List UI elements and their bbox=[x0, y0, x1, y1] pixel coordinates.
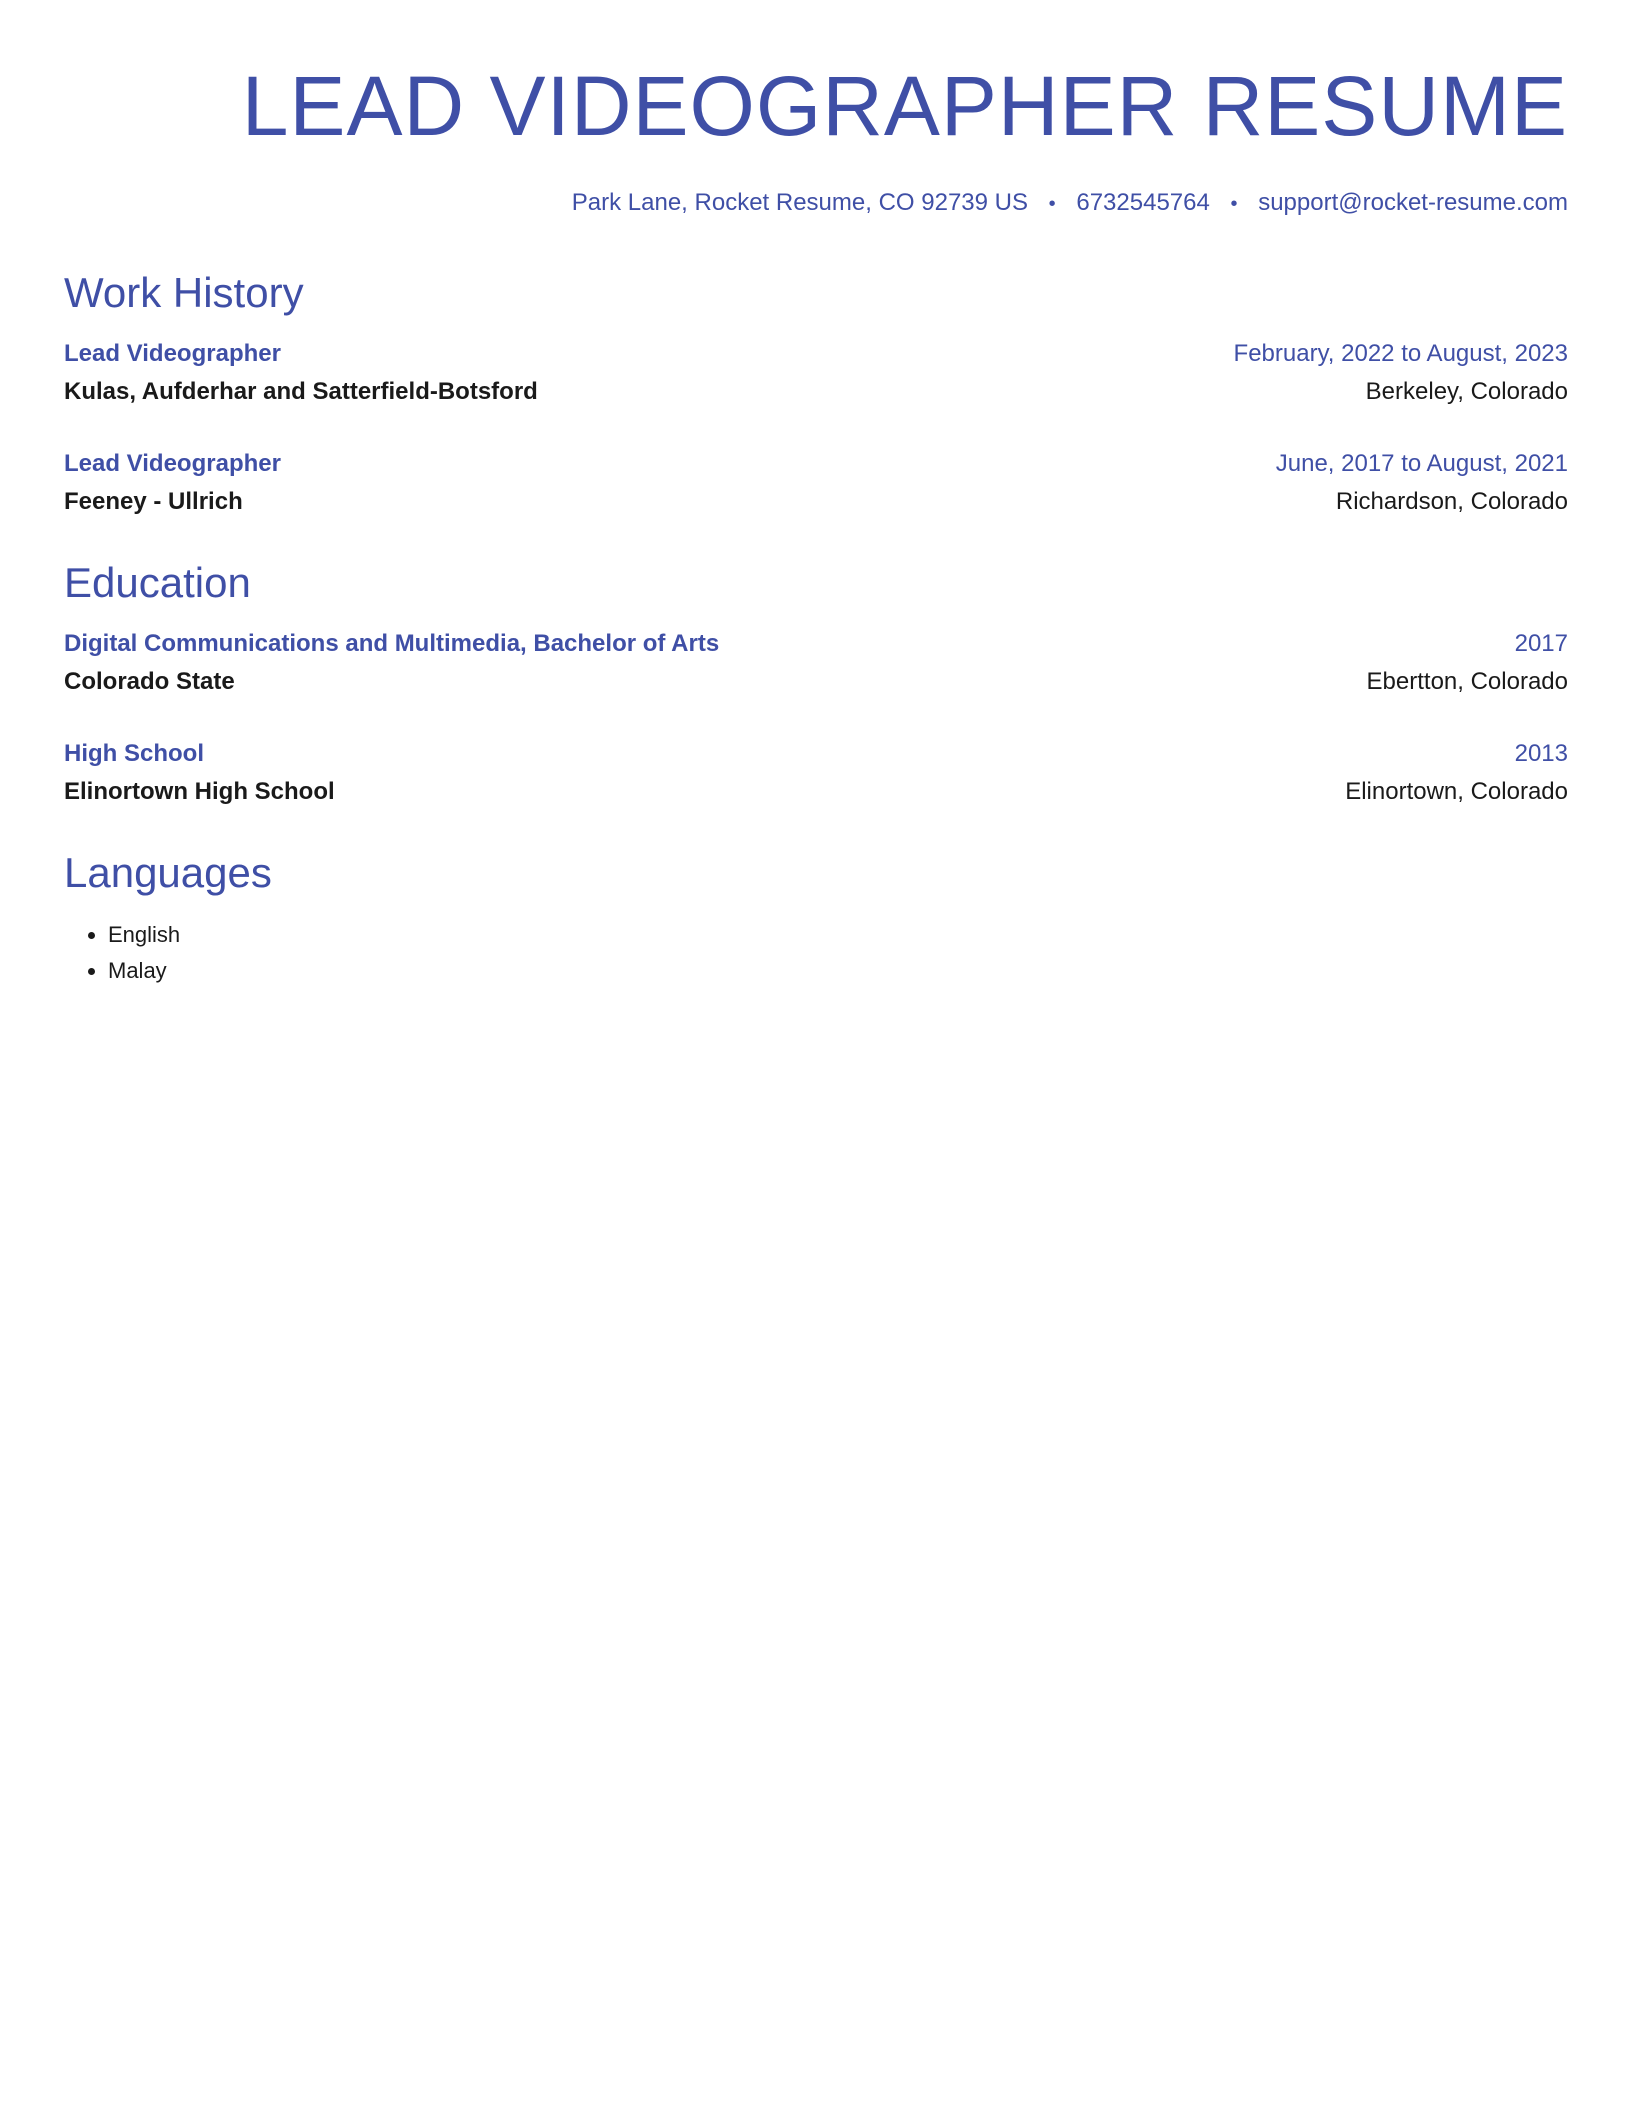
work-entry bbox=[64, 445, 1568, 521]
entry-detail-row bbox=[64, 773, 1568, 811]
entry-detail-row bbox=[64, 483, 1568, 521]
school-location: Ebertton, Colorado bbox=[1366, 668, 1568, 695]
contact-phone: 6732545764 bbox=[1076, 189, 1210, 216]
entry-detail-row bbox=[64, 663, 1568, 701]
degree-title: Digital Communications and Multimedia, Bachelor of Arts bbox=[64, 630, 720, 657]
contact-address: Park Lane, Rocket Resume, CO 92739 US bbox=[571, 189, 1028, 216]
school-location: Elinortown, Colorado bbox=[1345, 778, 1568, 805]
degree-title: High School bbox=[64, 740, 204, 767]
education-entry bbox=[64, 625, 1568, 701]
education-entry bbox=[64, 735, 1568, 811]
languages-list bbox=[64, 917, 1568, 989]
graduation-year: 2017 bbox=[1514, 630, 1568, 657]
job-location: Berkeley, Colorado bbox=[1365, 378, 1568, 405]
job-title: Lead Videographer bbox=[64, 340, 281, 367]
entry-header-row bbox=[64, 625, 1568, 663]
work-entry bbox=[64, 335, 1568, 411]
employer-name: Kulas, Aufderhar and Satterfield-Botsford bbox=[64, 378, 538, 405]
contact-info bbox=[64, 188, 1568, 219]
job-title: Lead Videographer bbox=[64, 450, 281, 477]
contact-separator: • bbox=[1048, 193, 1056, 215]
education-heading: Education bbox=[64, 559, 251, 606]
entry-header-row bbox=[64, 335, 1568, 373]
job-dates: February, 2022 to August, 2023 bbox=[1233, 340, 1568, 367]
contact-email: support@rocket-resume.com bbox=[1258, 189, 1568, 216]
entry-detail-row bbox=[64, 373, 1568, 411]
resume-page bbox=[64, 0, 1568, 2112]
employer-name: Feeney - Ullrich bbox=[64, 488, 243, 515]
entry-header-row bbox=[64, 735, 1568, 773]
job-location: Richardson, Colorado bbox=[1335, 488, 1568, 515]
language-item: • Malay bbox=[108, 953, 1568, 989]
languages-heading: Languages bbox=[64, 849, 272, 896]
school-name: Elinortown High School bbox=[64, 778, 335, 805]
contact-separator: • bbox=[1230, 193, 1238, 215]
school-name: Colorado State bbox=[64, 668, 235, 695]
graduation-year: 2013 bbox=[1514, 740, 1568, 767]
resume-title: LEAD VIDEOGRAPHER RESUME bbox=[241, 59, 1568, 153]
job-dates: June, 2017 to August, 2021 bbox=[1275, 450, 1568, 477]
work-history-heading: Work History bbox=[64, 269, 304, 316]
entry-header-row bbox=[64, 445, 1568, 483]
language-item: • English bbox=[108, 917, 1568, 953]
